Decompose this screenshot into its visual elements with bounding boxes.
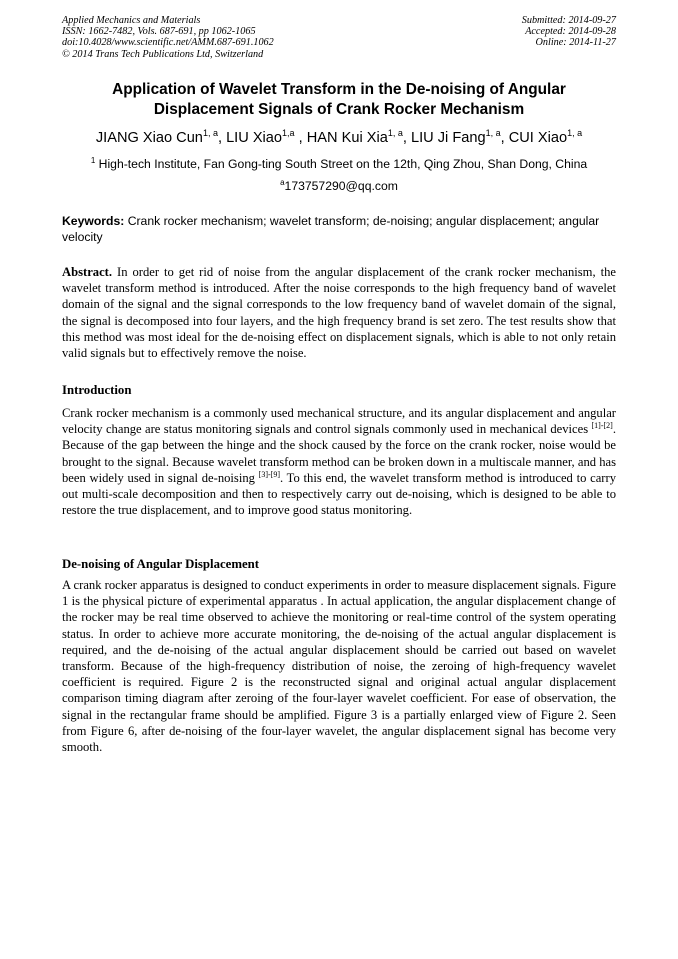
abstract-text: In order to get rid of noise from the angular displacement of the crank rocker mechanism, the wavelet transform method is introduced. After the noise corresponds to the high frequency band of wavelet domain of the signal and the signal corresponds to the low frequency band of wavelet domain of the signal, the signal is decomposed into four layers, and the high frequency brand is set zero. The test results show that this method was most ideal for the de-noising effect on displacement signals, which is able to not only retain valid signals but to effectively remove the noise. [62, 265, 616, 361]
title-line-1: Application of Wavelet Transform in the De-noising of Angular [112, 81, 566, 98]
accepted-date: Accepted: 2014-09-28 [525, 26, 616, 38]
author-separator: , [217, 130, 227, 146]
title-line-2: Displacement Signals of Crank Rocker Mechanism [153, 101, 525, 118]
author-affiliation-marker: 1, a [387, 128, 403, 138]
author-list [40, 128, 638, 148]
abstract [62, 264, 616, 361]
introduction-text: . To this end, the wavelet transform method is introduced to carry out multi-scale decomposition and then to respectively carry out de-noising, which is designed to be able to restore the true displacement, and to improve good status monitoring. [62, 470, 616, 518]
header-publication-info [62, 15, 274, 60]
paper-title [62, 80, 616, 120]
citation: [1]-[2] [591, 421, 613, 431]
author [411, 130, 509, 146]
author-name: HAN Kui Xia [306, 130, 388, 146]
email [62, 178, 616, 194]
doi-line: doi:10.4028/www.scientific.net/AMM.687-691.1062 [62, 37, 274, 49]
author-separator: , [402, 130, 411, 146]
email-marker: a [280, 178, 285, 187]
author [307, 130, 411, 146]
affiliation-text: High-tech Institute, Fan Gong-ting South Street on the 12th, Qing Zhou, Shan Dong, China [98, 157, 588, 171]
author-affiliation-marker: 1, a [567, 128, 583, 138]
introduction-text: . Because of the gap between the hinge and the shock caused by the force on the crank rocker, noise would be brought to the signal. Because wavelet transform method can be broken down in a multiscale manner, and has been widely used in signal de-noising [62, 422, 616, 485]
submitted-date: Submitted: 2014-09-27 [521, 15, 616, 26]
affiliation [62, 156, 616, 172]
author-separator: , [294, 130, 307, 146]
author-affiliation-marker: 1, a [202, 128, 218, 138]
author [96, 130, 226, 146]
author-affiliation-marker: 1,a [282, 128, 295, 138]
author [509, 130, 582, 146]
introduction-paragraph [62, 405, 616, 518]
author-separator: , [500, 130, 509, 146]
header-dates [522, 15, 616, 49]
journal-name: Applied Mechanics and Materials [62, 15, 201, 26]
denoising-paragraph: A crank rocker apparatus is designed to conduct experiments in order to measure displacement signals. Figure 1 is the physical picture of experimental apparatus . In actual application, the angular displacement change of the rocker may be real time observed to achieve the monitoring or real-time control of the system operating status. In order to achieve more accurate monitoring, the de-noising of the actual angular displacement is required, and the de-noising of the actual angular displacement should be carried out based on wavelet transform. Because of the high-frequency distribution of noise, the zeroing of high-frequency wavelet coefficient is required. Figure 2 is the reconstructed signal and original actual angular displacement comparison timing diagram after zeroing of the four-layer wavelet coefficient. For ease of observation, the signal in the rectangular frame should be amplified. Figure 3 is a partially enlarged view of Figure 2. Seen from Figure 6, after de-noising of the four-layer wavelet, the angular displacement signal has become very smooth. [62, 578, 616, 755]
author-name: JIANG Xiao Cun [95, 130, 203, 146]
keywords-label: Keywords: [62, 214, 125, 228]
keywords [62, 213, 616, 245]
author-name: LIU Ji Fang [410, 130, 486, 146]
citation: [3]-[9] [258, 469, 280, 479]
online-date: Online: 2014-11-27 [535, 37, 616, 49]
section-heading-denoising: De-noising of Angular Displacement [62, 557, 260, 571]
abstract-label: Abstract. [62, 265, 113, 279]
author [226, 130, 307, 146]
keywords-text: Crank rocker mechanism; wavelet transform; de-noising; angular displacement; angular velocity [62, 214, 600, 244]
author-affiliation-marker: 1, a [485, 128, 501, 138]
introduction-text: Crank rocker mechanism is a commonly used mechanical structure, and its angular displacement and angular velocity change are status monitoring signals and control signals commonly used in mechanical devices [62, 406, 616, 437]
affiliation-marker: 1 [90, 156, 96, 165]
author-name: LIU Xiao [226, 130, 283, 146]
copyright-line: © 2014 Trans Tech Publications Ltd, Switzerland [62, 48, 264, 60]
issn-line: ISSN: 1662-7482, Vols. 687-691, pp 1062-1065 [62, 26, 256, 38]
author-name: CUI Xiao [508, 130, 568, 146]
email-address: 173757290@qq.com [284, 179, 398, 193]
section-heading-introduction: Introduction [62, 383, 132, 397]
